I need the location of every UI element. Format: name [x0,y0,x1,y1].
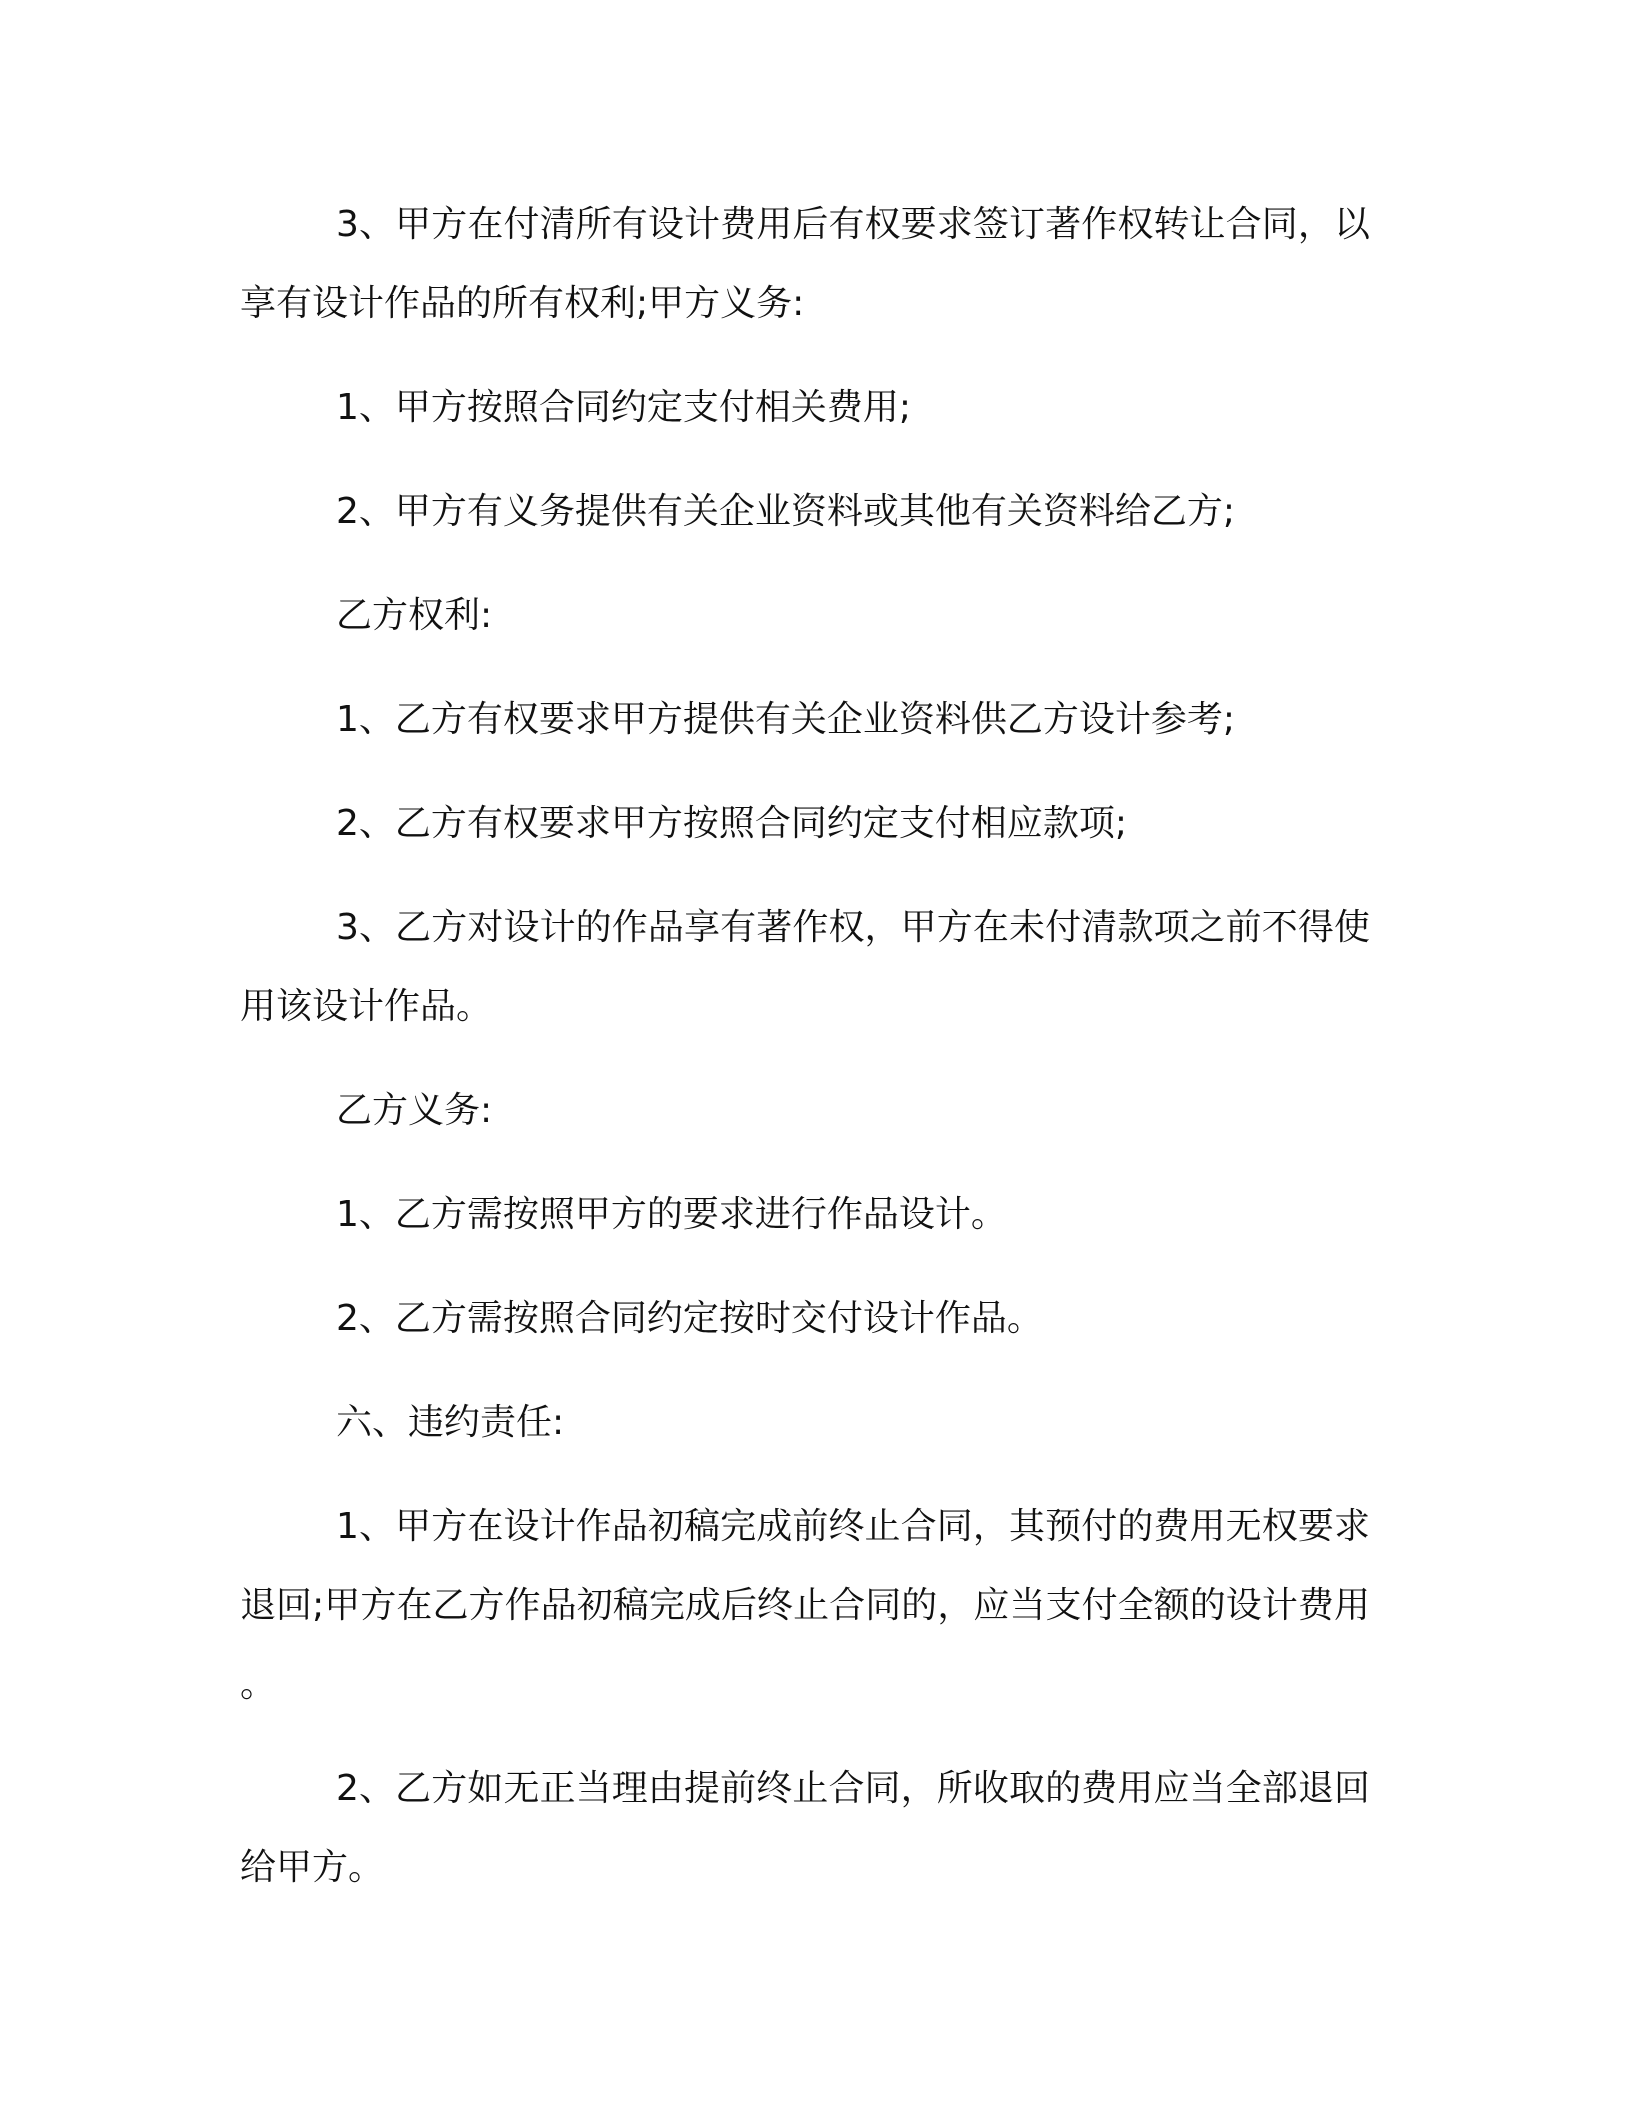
heading-party-b-rights: 乙方权利: [336,595,493,636]
paragraph-party-b-duty-2: 2、乙方需按照合同约定按时交付设计作品。 [336,1298,1043,1339]
paragraph-party-b-duty-1: 1、乙方需按照甲方的要求进行作品设计。 [336,1194,1007,1235]
heading-party-b-duties: 乙方义务: [336,1090,493,1131]
paragraph-party-a-right-3: 3、甲方在付清所有设计费用后有权要求签订著作权转让合同，以享有设计作品的所有权利;甲方义务: [240,204,1370,324]
paragraph-party-a-duty-1: 1、甲方按照合同约定支付相关费用; [336,387,912,428]
paragraph-breach-2: 2、乙方如无正当理由提前终止合同，所收取的费用应当全部退回给甲方。 [240,1768,1370,1888]
paragraph-party-b-right-1: 1、乙方有权要求甲方提供有关企业资料供乙方设计参考; [336,699,1236,740]
heading-breach-liability: 六、违约责任: [336,1402,565,1443]
paragraph-breach-1: 1、甲方在设计作品初稿完成前终止合同，其预付的费用无权要求退回;甲方在乙方作品初稿完成后终止合同的，应当支付全额的设计费用。 [240,1506,1370,1705]
paragraph-party-b-right-2: 2、乙方有权要求甲方按照合同约定支付相应款项; [336,803,1128,844]
paragraph-party-a-duty-2: 2、甲方有义务提供有关企业资料或其他有关资料给乙方; [336,491,1236,532]
document-page [240,185,1370,1932]
paragraph-party-b-right-3: 3、乙方对设计的作品享有著作权，甲方在未付清款项之前不得使用该设计作品。 [240,907,1370,1027]
